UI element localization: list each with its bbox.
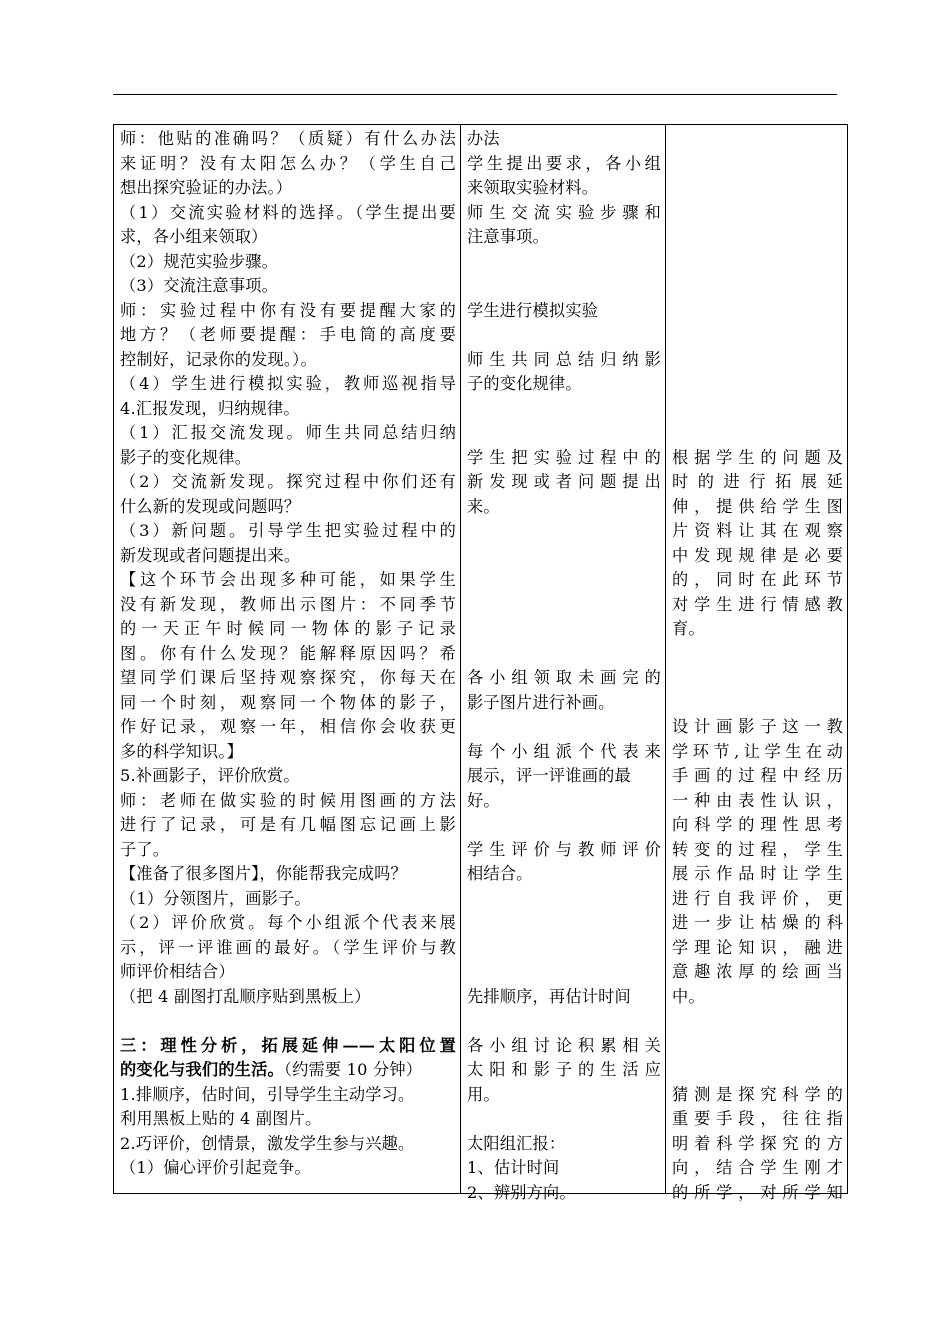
text-line: 2.巧评价，创情景，激发学生参与兴趣。	[120, 1133, 415, 1153]
text-line: 时的进行拓展延	[672, 472, 843, 491]
text-line: 太阳组汇报：	[467, 1133, 566, 1153]
text-line: （3）新问题。引导学生把实验过程中的	[120, 521, 456, 540]
text-line: 什么新的发现或问题吗？	[120, 496, 301, 516]
text-line: 师：他贴的准确吗？（质疑）有什么办法	[120, 129, 456, 148]
text-line: 太阳和影子的生活应	[467, 1060, 661, 1079]
text-line: 1、估计时间	[467, 1158, 560, 1177]
text-line: （2）评价欣赏。每个小组派个代表来展	[120, 913, 456, 932]
text-line: 新发现或者问题提出	[467, 472, 661, 491]
text-line: 重要手段，往往指	[672, 1109, 843, 1128]
text-line: 望同学们课后坚持观察探究，你每天在	[120, 668, 456, 687]
text-line: 师：老师在做实验的时候用图画的方法	[120, 790, 456, 810]
text-line: 手画的过程中经历	[672, 766, 843, 785]
lesson-plan-table	[113, 124, 848, 1202]
text-line: 对学生进行情感教	[672, 594, 843, 614]
text-line: 进行了记录，可是有几幅图忘记画上影	[120, 815, 456, 834]
text-line: 【准备了很多图片】，你能帮我完成吗？	[120, 864, 407, 883]
text-line: 影子图片进行补画。	[467, 692, 615, 712]
text-line: 转变的过程，学生	[672, 839, 843, 859]
page-header-rule	[113, 94, 837, 95]
text-line: （1）交流实验材料的选择。（学生提出要	[120, 202, 456, 222]
text-line: 师生交流实验步骤和	[467, 202, 661, 222]
text-line: 展示作品时让学生	[672, 864, 843, 883]
text-line: 中发现规律是必要	[672, 545, 843, 565]
design-intent-cell	[666, 125, 848, 1202]
text-line: 一种由表性认识，	[672, 790, 843, 810]
text-line: （2）规范实验步骤。	[120, 251, 278, 271]
text-line: 进行自我评价，更	[672, 888, 843, 908]
text-line: 用。	[467, 1084, 500, 1104]
text-line: 学生评价与教师评价	[467, 839, 661, 859]
text-line: 师生共同总结归纳影	[467, 349, 661, 369]
text-line: 求，各小组来领取）	[120, 227, 268, 246]
text-line: 进一步让枯燥的科	[672, 913, 843, 932]
text-line: 没有新发现，教师出示图片：不同季节	[120, 594, 456, 614]
text-line: 先排顺序，再估计时间	[467, 986, 631, 1006]
text-line: 控制好，记录你的发现。）。	[120, 349, 317, 369]
text-line: 学环节,让学生在动	[672, 741, 843, 761]
text-line: 的所学，对所学知	[672, 1182, 843, 1202]
text-line: 明着科学探究的方	[672, 1133, 843, 1153]
text-line: （把 4 副图打乱顺序贴到黑板上）	[120, 986, 371, 1006]
text-line: 子的变化规律。	[467, 374, 582, 393]
text-line: 注意事项。	[467, 227, 549, 246]
text-line: 伸，提供给学生图	[672, 496, 843, 516]
text-line: （1）偏心评价引起竞争。	[120, 1158, 311, 1177]
text-line: 向，结合学生刚才	[672, 1158, 843, 1177]
text-line: 学理论知识，融进	[672, 937, 843, 957]
text-line: （3）交流注意事项。	[120, 276, 278, 295]
design-intent-text	[672, 127, 843, 1202]
text-line: 想出探究验证的办法。）	[120, 178, 293, 197]
text-line: （1）汇报交流发现。师生共同总结归纳	[120, 423, 456, 442]
text-line: 三：理性分析，拓展延伸——太阳位置	[120, 1035, 456, 1055]
text-line: 向科学的理性思考	[672, 815, 843, 834]
text-line: 相结合。	[467, 864, 533, 883]
text-line: 学生把实验过程中的	[467, 447, 661, 467]
teaching-process-text	[120, 127, 456, 1193]
student-activity-cell	[461, 125, 666, 1202]
text-line: 2、辨别方向。	[467, 1182, 576, 1202]
student-activity-text	[467, 127, 661, 1202]
text-line: 1.排顺序，估时间，引导学生主动学习。	[120, 1084, 415, 1104]
text-line: 片资料让其在观察	[672, 521, 843, 540]
text-line: 的一天正午时候同一物体的影子记录	[120, 619, 456, 638]
text-line: 意趣浓厚的绘画当	[672, 962, 843, 981]
time-note-text: （约需要 10 分钟）	[283, 1060, 423, 1079]
text-line: 利用黑板上贴的 4 副图片。	[120, 1109, 322, 1128]
text-line: 中。	[672, 986, 705, 1006]
text-line: 多的科学知识。】	[120, 741, 243, 761]
text-line: 师：实验过程中你有没有要提醒大家的	[120, 300, 456, 320]
text-line	[120, 1058, 456, 1083]
teaching-process-cell	[114, 125, 461, 1194]
text-line: 来领取实验材料。	[467, 178, 599, 197]
text-line: 的，同时在此环节	[672, 570, 843, 589]
text-line: 影子的变化规律。	[120, 447, 252, 467]
text-line: 来证明？没有太阳怎么办？（学生自己	[120, 153, 456, 173]
text-line: 4.汇报发现，归纳规律。	[120, 398, 300, 418]
text-line: 5.补画影子，评价欣赏。	[120, 766, 300, 785]
text-line: 师评价相结合）	[120, 962, 235, 981]
text-line: 来。	[467, 496, 500, 516]
text-line: 好。	[467, 790, 500, 810]
text-line: 新发现或者问题提出来。	[120, 545, 301, 565]
text-line: 【这个环节会出现多种可能，如果学生	[120, 570, 456, 589]
text-line: 示，评一评谁画的最好。（学生评价与教	[120, 937, 456, 957]
text-line: 同一个时刻，观察同一个物体的影子，	[120, 692, 456, 712]
text-line: 育。	[672, 619, 705, 638]
text-line: 每个小组派个代表来	[467, 741, 661, 761]
text-line: 子了。	[120, 839, 170, 859]
text-line: 作好记录，观察一年，相信你会收获更	[120, 717, 456, 736]
text-line: 学生进行模拟实验	[467, 300, 599, 320]
text-line: （2）交流新发现。探究过程中你们还有	[120, 472, 456, 491]
text-line: 学生提出要求，各小组	[467, 153, 661, 173]
text-line: 根据学生的问题及	[672, 447, 843, 467]
text-line: 地方？（老师要提醒：手电筒的高度要	[120, 325, 456, 344]
text-line: 图。你有什么发现？能解释原因吗？希	[120, 643, 456, 663]
section-heading-text: 的变化与我们的生活。	[120, 1060, 284, 1079]
text-line: （1）分领图片，画影子。	[120, 888, 311, 908]
text-line: 各小组领取未画完的	[467, 668, 661, 687]
text-line: 办法	[467, 129, 500, 148]
text-line	[120, 1009, 456, 1034]
text-line: 设计画影子这一教	[672, 717, 843, 736]
text-line: 各小组讨论积累相关	[467, 1035, 661, 1055]
table-row	[114, 125, 848, 1194]
text-line: 展示，评一评谁画的最	[467, 766, 631, 785]
text-line: 猜测是探究科学的	[672, 1084, 843, 1104]
text-line: （4）学生进行模拟实验，教师巡视指导	[120, 374, 456, 393]
